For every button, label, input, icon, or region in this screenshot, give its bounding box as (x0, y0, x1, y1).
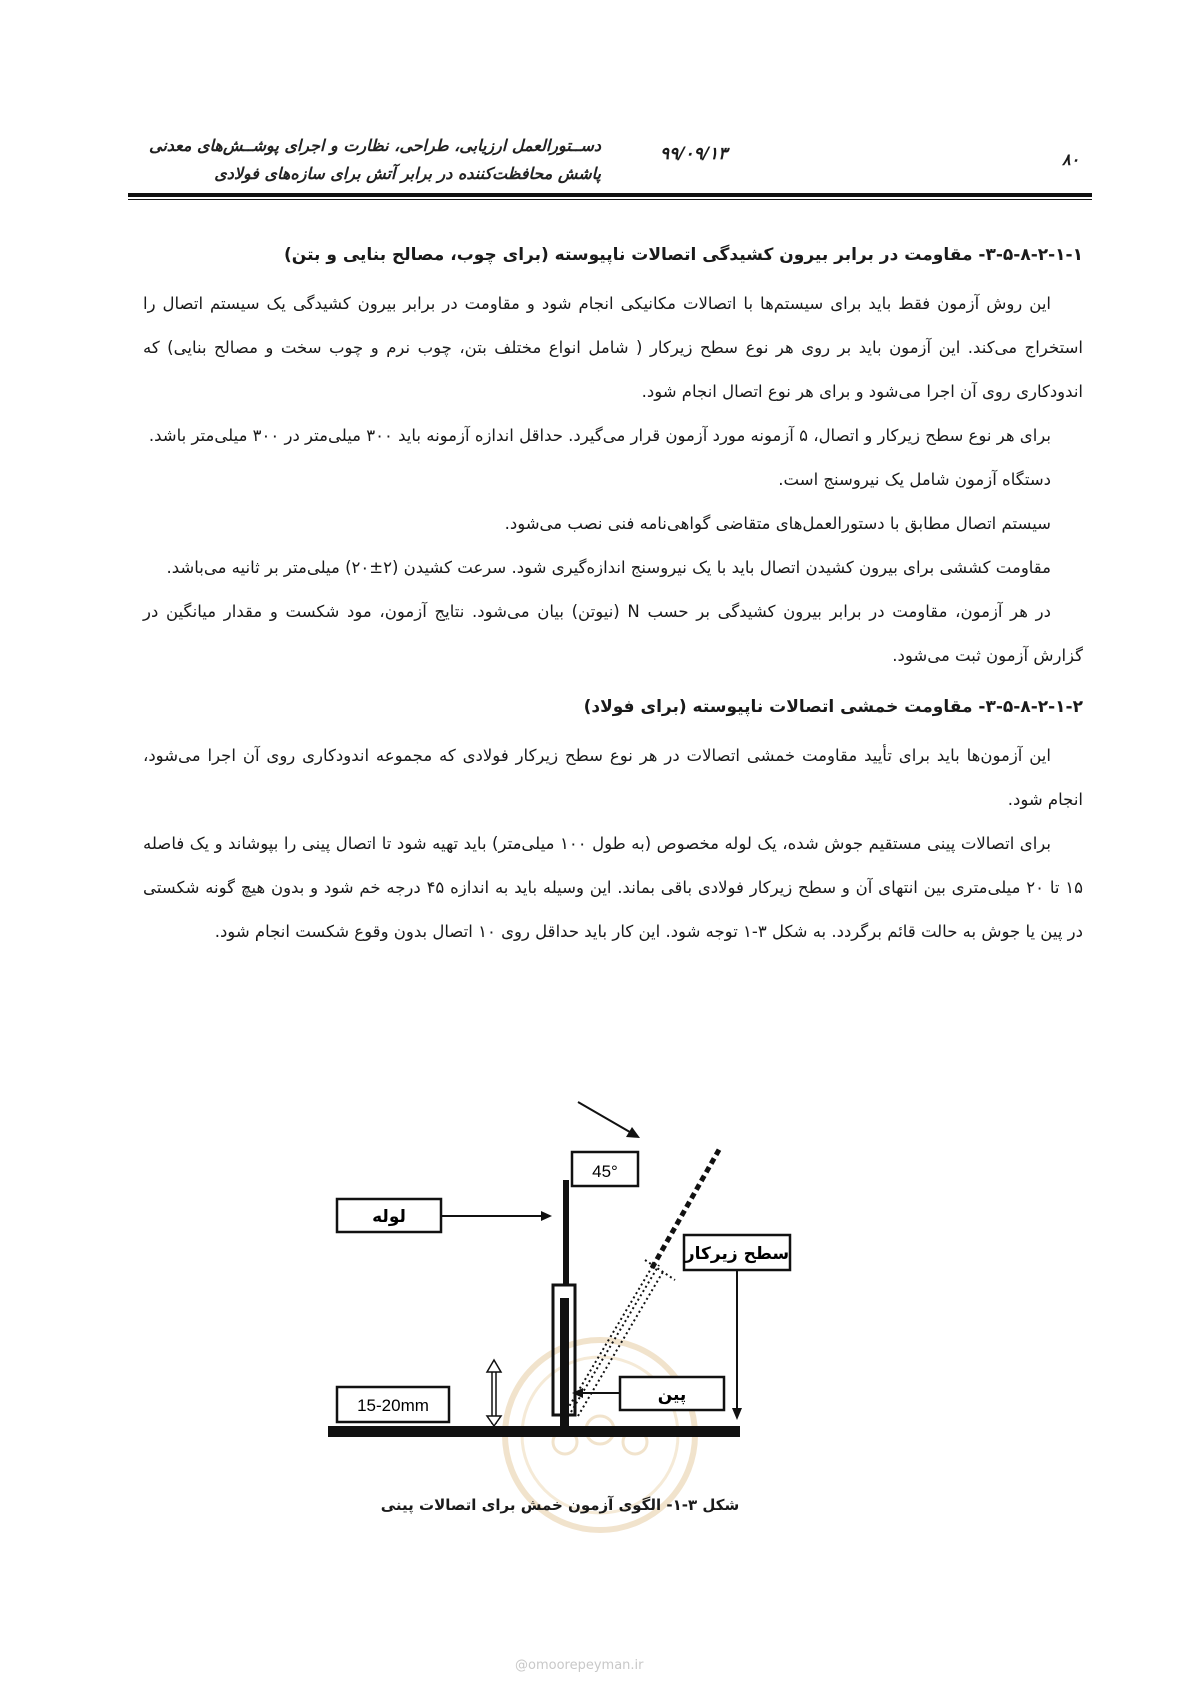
header-rule-thick (128, 193, 1092, 197)
pin-label: پین (657, 1385, 687, 1405)
bending-test-figure (340, 1162, 800, 1480)
paragraph: برای اتصالات پینی مستقیم جوش شده، یک لوله مخصوص (به طول ۱۰۰ میلی‌متر) باید تهیه شود تا اتصال پینی را بپوشاند و یک فاصله ۱۵ تا ۲۰ میلی‌متری بین انتهای آن و سطح زیرکار فولادی باقی بماند. این وسیله باید به اندازه ۴۵ درجه خم شود و بدون هیچ گونه شکستی در پین یا جوش به حالت قائم برگردد. به شکل ۳-۱ توجه شود. این کار باید حداقل روی ۱۰ اتصال بدون وقوع شکست انجام شود. (143, 834, 1084, 941)
paragraph: در هر آزمون، مقاومت در برابر بیرون کشیدگی بر حسب N (نیوتن) بیان می‌شود. نتایج آزمون، مود شکست و مقدار میانگین در گزارش آزمون ثبت می‌شود. (143, 602, 1083, 665)
paragraph: دستگاه آزمون شامل یک نیروسنج است. (778, 470, 1051, 489)
gap-double-arrow-icon (487, 1360, 501, 1426)
paragraph: این آزمون‌ها باید برای تأیید مقاومت خمشی اتصالات در هر نوع سطح زیرکار فولادی که مجموعه اندودکاری روی آن اجرا می‌شود، انجام شود. (143, 746, 1083, 809)
angle-label: 45° (592, 1162, 618, 1181)
section-heading: ۳-۵-۸-۲-۱-۲- مقاومت خمشی اتصالات ناپیوسته (برای فولاد) (583, 697, 1083, 717)
figure-caption: شکل ۳-۱- الگوی آزمون خمش برای اتصالات پینی (380, 1496, 740, 1514)
tube-label: لوله (372, 1207, 406, 1227)
header-title-line1: دســتورالعمل ارزیابی، طراحی، نظارت و اجرای پوشــش‌های معدنی (148, 136, 601, 155)
header-title-line2: پاشش محافظت‌کننده در برابر آتش برای سازه‌های فولادی (214, 164, 601, 183)
surface-arrow-icon (732, 1270, 742, 1420)
pin-arrow-icon (572, 1388, 620, 1398)
header-date: ۹۹/۰۹/۱۳ (660, 144, 728, 164)
page-number: ۸۰ (1062, 150, 1080, 169)
paragraph: مقاومت کششی برای بیرون کشیدن اتصال باید با یک نیروسنج اندازه‌گیری شود. سرعت کشیدن (۲±۲۰) میلی‌متر بر ثانیه می‌باشد. (166, 558, 1051, 577)
vertical-rod (563, 1180, 569, 1286)
tube-arrow-icon (441, 1211, 552, 1221)
paragraph: سیستم اتصال مطابق با دستورالعمل‌های متقاضی گواهی‌نامه فنی نصب می‌شود. (504, 514, 1051, 533)
paragraph: برای هر نوع سطح زیرکار و اتصال، ۵ آزمونه مورد آزمون قرار می‌گیرد. حداقل اندازه آزمونه باید ۳۰۰ میلی‌متر در ۳۰۰ میلی‌متر باشد. (148, 426, 1051, 445)
gap-label: 15-20mm (357, 1396, 429, 1415)
body-text (143, 240, 1083, 954)
angle-arrow-icon (578, 1102, 640, 1138)
header-title (81, 132, 601, 188)
section-heading: ۳-۵-۸-۲-۱-۱- مقاومت در برابر بیرون کشیدگی اتصالات ناپیوسته (برای چوب، مصالح بنایی و بتن) (284, 245, 1083, 265)
watermark-url: @omoorepeyman.ir (515, 1658, 644, 1673)
header-rule-thin (128, 199, 1092, 200)
base-plate (328, 1426, 740, 1437)
surface-label: سطح زیرکار (684, 1244, 790, 1264)
paragraph: این روش آزمون فقط باید برای سیستم‌ها با اتصالات مکانیکی انجام شود و مقاومت در برابر بیرون کشیدگی یک سیستم اتصال را استخراج می‌کند. این آزمون باید بر روی هر نوع سطح زیرکار ( شامل انواع مختلف بتن، چوب نرم و چوب سخت و مصالح بنایی) که اندودکاری روی آن اجرا می‌شود و برای هر نوع اتصال انجام شود. (143, 294, 1083, 401)
